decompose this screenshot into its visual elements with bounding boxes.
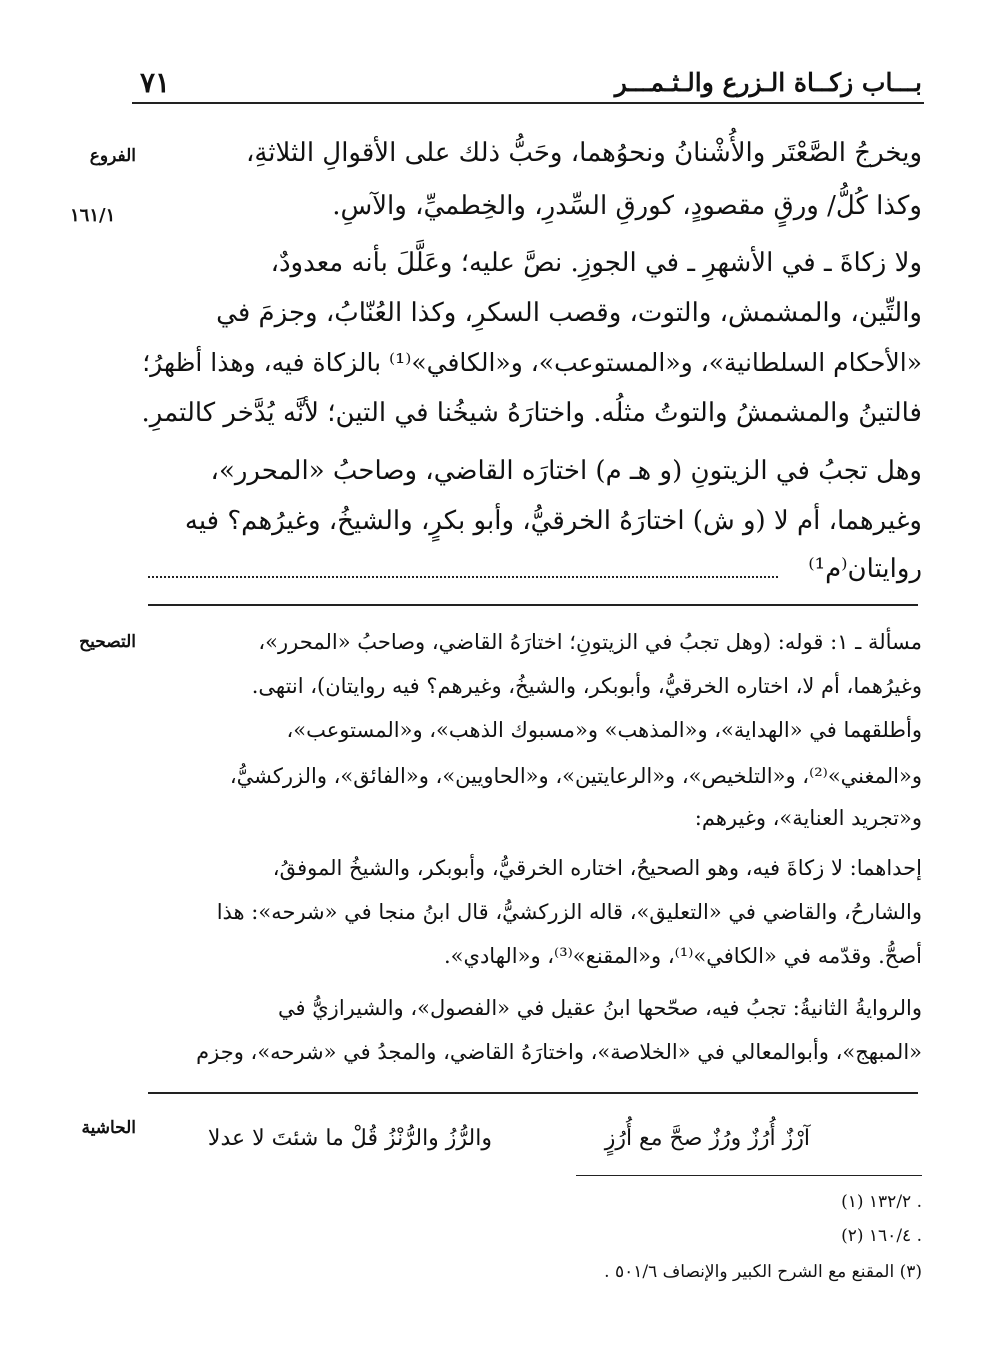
tashih-line: و«تجريد العناية»، وغيرهم: [694,806,922,830]
header-rule [132,102,924,104]
tashih-line: والروايةُ الثانيةُ: تجبُ فيه، صحّحها ابنُ عقيل في «الفصول»، والشيرازيُّ في [278,996,922,1020]
dotted-leader [148,576,778,578]
tashih-line: و«المغني»⁽²⁾، و«التلخيص»، و«الرعايتين»، و«الحاويين»، و«الفائق»، والزركشيُّ، [229,764,922,788]
verse-first-hemistich: آرْزٌ أُرُزٌ ورُزٌ صحَّ مع أُرُزٍ [604,1126,810,1151]
tashih-line: وأطلقهما في «الهداية»، و«المذهب» و«مسبوك الذهب»، و«المستوعب»، [286,718,922,742]
main-line: روايتان⁽م¹⁾ [808,554,922,584]
tashih-line: أصحُّ. وقدّمه في «الكافي»⁽¹⁾، و«المقنع»⁽³⁾، و«الهادي». [443,944,922,968]
volume-page-reference: ١٦١/١ [70,205,116,226]
main-line: «الأحكام السلطانية»، و«المستوعب»، و«الكافي»⁽¹⁾ بالزكاة فيه، وهذا أظهرُ؛ [142,348,922,377]
section-divider [148,1092,918,1094]
footnote: (١) ١٣٢/٢ . [841,1192,922,1212]
tashih-line: «المبهج»، وأبوالمعالي في «الخلاصة»، واختارَهُ القاضي، والمجدُ في «شرحه»، وجزم [196,1040,922,1064]
footnote-rule [576,1175,922,1176]
page-number: ٧١ [140,66,171,99]
tashih-line: مسألة ـ ١: قوله: (وهل تجبُ في الزيتونِ؛ اختارَهُ القاضي، وصاحبُ «المحرر»، [258,630,922,654]
main-line: وهل تجبُ في الزيتونِ (و هـ م) اختارَه القاضي، وصاحبُ «المحرر»، [210,456,922,486]
tashih-side-label: التصحيح [79,632,136,652]
main-line: ويخرجُ الصَّعْتَر والأُشْنانُ ونحوُهما، وحَبُّ ذلك على الأقوالِ الثلاثةِ، [245,138,922,168]
main-line: وكذا كُلُّ/ ورقٍ مقصودٍ، كورقِ السِّدرِ، والخِطميِّ، والآسِ. [332,191,922,221]
hashiya-side-label: الحاشية [81,1118,136,1138]
verse-second-hemistich: والرُّزُ والرُّنْزُ قُلْ ما شئتَ لا عدلا [207,1126,492,1151]
main-line: فالتينُ والمشمشُ والتوتُ مثلُه. واختارَهُ شيخُنا في التين؛ لأنَّه يُدَّخر كالتمرِ. [141,398,922,428]
chapter-title: بـــاب زكــاة الـزرع والـثـمـــر [614,68,922,97]
furu-side-label: الفروع [89,146,136,166]
main-line: والتِّين، والمشمش، والتوت، وقصب السكرِ، وكذا العُنّابُ، وجزمَ في [216,298,922,328]
tashih-line: والشارحُ، والقاضي في «التعليق»، قاله الزركشيُّ، قال ابنُ منجا في «شرحه»: هذا [216,900,922,924]
main-line: ولا زكاةَ ـ في الأشهرِ ـ في الجوزِ. نصَّ عليه؛ وعَلَّلَ بأنه معدودٌ، [270,248,922,278]
tashih-line: إحداهما: لا زكاةَ فيه، وهو الصحيحُ، اختاره الخرقيُّ، وأبوبكر، والشيخُ الموفقُ، [272,856,922,880]
tashih-line: وغيرُهما، أم لا، اختاره الخرقيُّ، وأبوبكر، والشيخُ، وغيرهم؟ فيه روايتان)، انتهى. [251,674,922,698]
footnote: (٢) ١٦٠/٤ . [841,1226,922,1246]
main-line: وغيرهما، أم لا (و ش) اختارَهُ الخرقيُّ، وأبو بكرٍ، والشيخُ، وغيرُهم؟ فيه [184,506,922,536]
section-divider [148,604,918,606]
footnote: (٣) المقنع مع الشرح الكبير والإنصاف ٥٠١/٦ . [604,1262,922,1282]
